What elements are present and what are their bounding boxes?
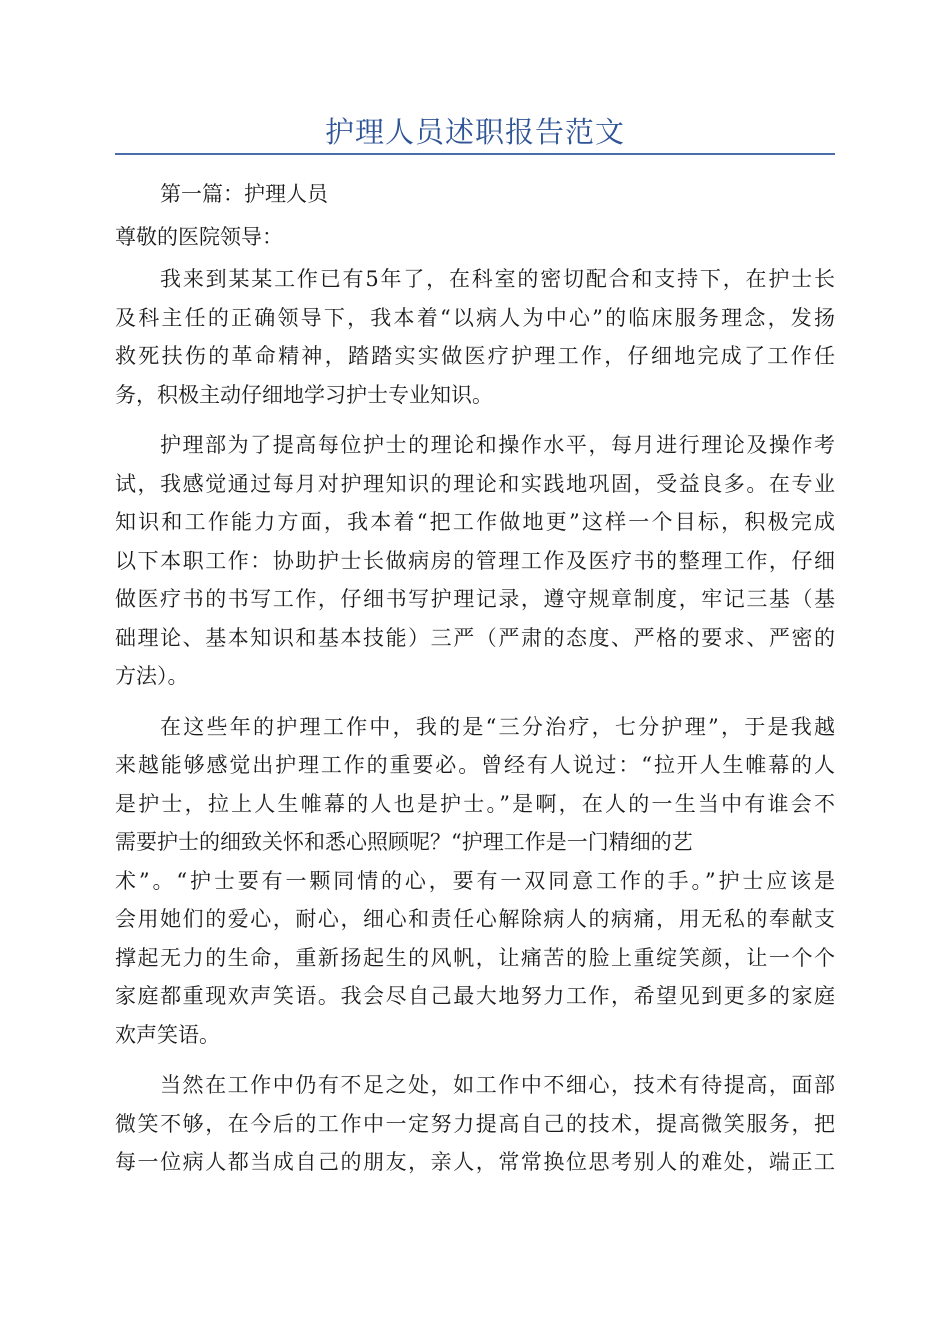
salutation-block — [115, 218, 835, 257]
document-title: 护理人员述职报告范文 — [324, 115, 625, 149]
document-body — [115, 175, 835, 1194]
paragraph-2 — [115, 426, 835, 696]
paragraph-line: 是护士，拉上人生帷幕的人也是护士。”是啊，在人的一生当中有谁会不 — [115, 791, 835, 816]
paragraph-line: 撑起无力的生命，重新扬起生的风帆，让痛苦的脸上重绽笑颜，让一个个 — [115, 945, 835, 970]
salutation: 尊敬的医院领导： — [115, 224, 283, 249]
paragraph-3 — [115, 708, 835, 1055]
paragraph-line: 术”。“护士要有一颗同情的心，要有一双同意工作的手。”护士应该是 — [115, 868, 835, 893]
paragraph-line: 微笑不够，在今后的工作中一定努力提高自己的技术，提高微笑服务，把 — [115, 1111, 835, 1136]
paragraph-line: 务，积极主动仔细地学习护士专业知识。 — [115, 382, 493, 407]
paragraph-line: 家庭都重现欢声笑语。我会尽自己最大地努力工作，希望见到更多的家庭 — [115, 984, 835, 1008]
paragraph-line: 每一位病人都当成自己的朋友，亲人，常常换位思考别人的难处，端正工 — [115, 1150, 835, 1174]
title-underline — [115, 153, 835, 155]
paragraph-line: 需要护士的细致关怀和悉心照顾呢？“护理工作是一门精细的艺 — [115, 830, 693, 854]
section-heading: 第一篇：护理人员 — [160, 182, 328, 206]
paragraph-line: 做医疗书的书写工作，仔细书写护理记录，遵守规章制度，牢记三基（基 — [115, 587, 835, 611]
paragraph-4 — [115, 1066, 835, 1182]
paragraph-line: 以下本职工作：协助护士长做病房的管理工作及医疗书的整理工作，仔细 — [115, 548, 835, 573]
paragraph-line: 救死扶伤的革命精神，踏踏实实做医疗护理工作，仔细地完成了工作任 — [115, 344, 835, 368]
paragraph-line: 护理部为了提高每位护士的理论和操作水平，每月进行理论及操作考 — [160, 433, 835, 457]
paragraph-line: 础理论、基本知识和基本技能）三严（严肃的态度、严格的要求、严密的 — [115, 625, 835, 650]
paragraph-line: 欢声笑语。 — [115, 1022, 220, 1047]
section-heading-block — [115, 175, 835, 214]
paragraph-1 — [115, 260, 835, 414]
paragraph-line: 及科主任的正确领导下，我本着“以病人为中心”的临床服务理念，发扬 — [115, 305, 835, 330]
paragraph-line: 在这些年的护理工作中，我的是“三分治疗，七分护理”，于是我越 — [160, 714, 835, 739]
paragraph-line: 试，我感觉通过每月对护理知识的理论和实践地巩固，受益良多。在专业 — [115, 471, 835, 496]
paragraph-line: 当然在工作中仍有不足之处，如工作中不细心，技术有待提高，面部 — [160, 1073, 835, 1097]
paragraph-line: 我来到某某工作已有5年了，在科室的密切配合和支持下，在护士长 — [160, 267, 835, 291]
paragraph-line: 会用她们的爱心，耐心，细心和责任心解除病人的病痛，用无私的奉献支 — [115, 907, 835, 931]
paragraph-line: 知识和工作能力方面，我本着“把工作做地更”这样一个目标，积极完成 — [115, 510, 835, 534]
paragraph-line: 方法）。 — [115, 664, 189, 688]
paragraph-line: 来越能够感觉出护理工作的重要必。曾经有人说过：“拉开人生帷幕的人 — [115, 753, 835, 777]
